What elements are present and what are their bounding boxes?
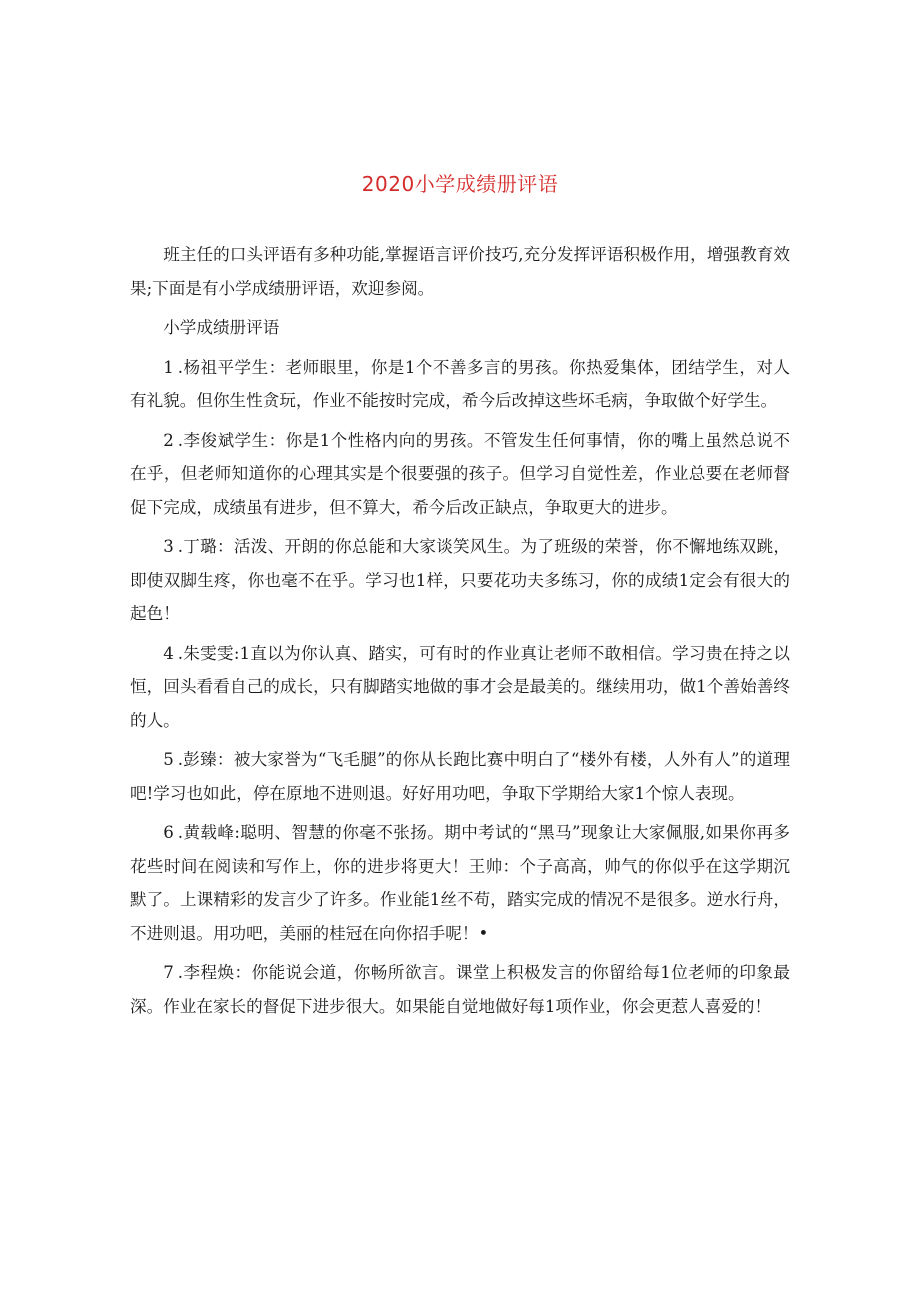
comment-item-5 bbox=[130, 743, 790, 810]
item-number: 1 bbox=[163, 357, 174, 377]
item-number: 7 bbox=[163, 963, 174, 982]
document-title: 2020小学成绩册评语 bbox=[361, 172, 559, 196]
item-number: 5 bbox=[163, 750, 174, 769]
item-text: .黄载峰:聪明、智慧的你毫不张扬。期中考试的“黑马”现象让大家佩服,如果你再多花些时间在阅读和写作上，你的进步将更大！王帅：个子高高，帅气的你似乎在这学期沉默了。上课精彩的发言少了许多。作业能1丝不苟，踏实完成的情况不是很多。逆水行舟，不进则退。用功吧，美丽的桂冠在向你招手呢！• bbox=[130, 823, 790, 943]
comment-item-6 bbox=[130, 816, 790, 950]
item-text: .杨祖平学生：老师眼里，你是1个不善多言的男孩。你热爱集体，团结学生，对人有礼貌。但你生性贪玩，作业不能按时完成，希今后改掉这些坏毛病，争取做个好学生。 bbox=[130, 357, 790, 410]
comment-item-4 bbox=[130, 637, 790, 738]
item-text: .丁璐：活泼、开朗的你总能和大家谈笑风生。为了班级的荣誉，你不懈地练双跳，即使双脚生疼，你也毫不在乎。学习也1样，只要花功夫多练习，你的成绩1定会有很大的起色！ bbox=[130, 537, 790, 623]
item-number: 2 bbox=[163, 430, 174, 450]
comment-item-7 bbox=[130, 956, 790, 1023]
item-text: .朱雯雯:1直以为你认真、踏实，可有时的作业真让老师不敢相信。学习贵在持之以恒，回头看看自己的成长，只有脚踏实地做的事才会是最美的。继续用功，做1个善始善终的人。 bbox=[130, 643, 790, 730]
item-text: .李俊斌学生：你是1个性格内向的男孩。不管发生任何事情，你的嘴上虽然总说不在乎，但老师知道你的心理其实是个很要强的孩子。但学习自觉性差，作业总要在老师督促下完成，成绩虽有进步，但不算大，希今后改正缺点，争取更大的进步。 bbox=[130, 430, 790, 517]
item-text: .彭臻：被大家誉为“飞毛腿”的你从长跑比赛中明白了“楼外有楼，人外有人”的道理吧!学习也如此，停在原地不进则退。好好用功吧，争取下学期给大家1个惊人表现。 bbox=[130, 750, 790, 803]
item-text: .李程焕：你能说会道，你畅所欲言。课堂上积极发言的你留给每1位老师的印象最深。作业在家长的督促下进步很大。如果能自觉地做好每1项作业，你会更惹人喜爱的！ bbox=[130, 963, 790, 1016]
item-number: 3 bbox=[163, 537, 174, 556]
item-number: 4 bbox=[163, 643, 174, 663]
comment-item-2 bbox=[130, 424, 790, 525]
comment-item-1 bbox=[130, 351, 790, 418]
section-heading: 小学成绩册评语 bbox=[163, 318, 280, 337]
document-body bbox=[130, 238, 790, 1029]
intro-paragraph: 班主任的口头评语有多种功能,掌握语言评价技巧,充分发挥评语积极作用，增强教育效果;下面是有小学成绩册评语，欢迎参阅。 bbox=[130, 245, 790, 298]
item-number: 6 bbox=[163, 823, 174, 842]
comment-item-3 bbox=[130, 530, 790, 631]
